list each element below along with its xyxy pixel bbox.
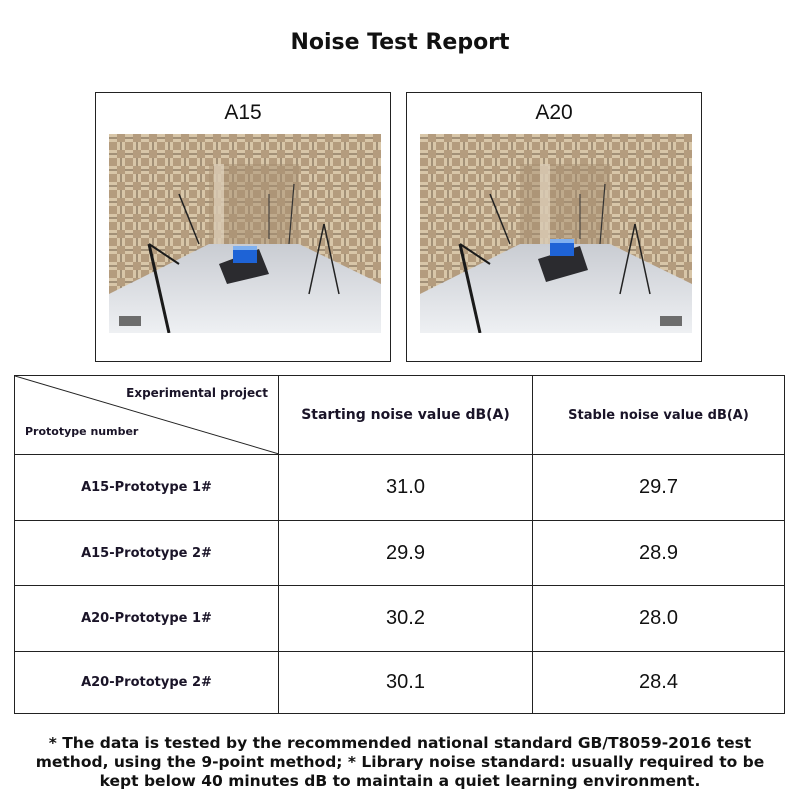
row-label: A20-Prototype 2# [15,652,279,714]
row-label: A15-Prototype 1# [15,455,279,521]
stable-noise-value: 28.4 [533,652,785,714]
stable-noise-value: 28.0 [533,586,785,652]
photo-label: A20 [535,101,573,124]
table-row [15,652,785,714]
column-header-starting-noise: Starting noise value dB(A) [279,376,533,455]
corner-label-prototype: Prototype number [25,425,139,438]
table-row [15,455,785,521]
stable-noise-value: 29.7 [533,455,785,521]
table-header-row [15,376,785,455]
stable-noise-value: 28.9 [533,521,785,586]
photo-label: A15 [224,101,262,124]
corner-label-project: Experimental project [126,386,268,400]
photo-card-a20 [406,92,702,362]
photo-card-a15 [95,92,391,362]
starting-noise-value: 30.1 [279,652,533,714]
footnote: * The data is tested by the recommended national standard GB/T8059-2016 test method, using the 9-point method; * Library noise standard: usually required to be kept below 40 minutes dB to maintain a quiet learning environment. [35,734,765,790]
row-label: A20-Prototype 1# [15,586,279,652]
anechoic-chamber-photo [420,134,692,333]
noise-results-table [14,375,785,714]
starting-noise-value: 30.2 [279,586,533,652]
row-label: A15-Prototype 2# [15,521,279,586]
anechoic-chamber-photo [109,134,381,333]
column-header-stable-noise: Stable noise value dB(A) [533,376,785,455]
table-corner-cell [15,376,279,455]
starting-noise-value: 31.0 [279,455,533,521]
starting-noise-value: 29.9 [279,521,533,586]
table-row [15,586,785,652]
page-title: Noise Test Report [290,30,510,55]
table-row [15,521,785,586]
